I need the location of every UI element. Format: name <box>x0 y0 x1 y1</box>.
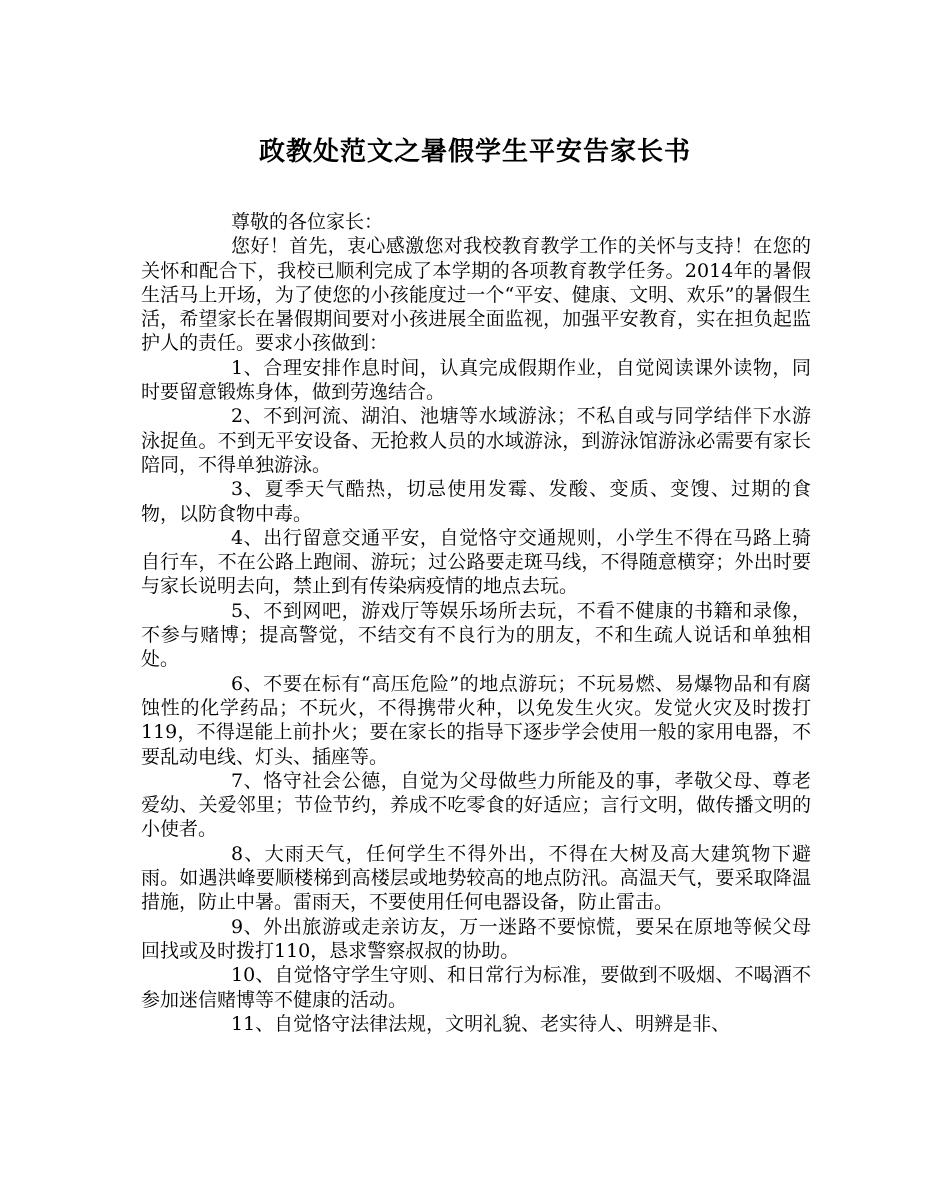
rule-item-6: 6、不要在标有“高压危险”的地点游玩；不玩易燃、易爆物品和有腐蚀性的化学药品；不玩火，不得携带火种，以免发生火灾。发觉火灾及时拨打119，不得逞能上前扑火；要在家长的指导下逐步学会使用一般的家用电器，不要乱动电线、灯头、插座等。 <box>141 672 811 768</box>
rule-item-2: 2、不到河流、湖泊、池塘等水域游泳；不私自或与同学结伴下水游泳捉鱼。不到无平安设备、无抢救人员的水域游泳，到游泳馆游泳必需要有家长陪同，不得单独游泳。 <box>141 405 811 476</box>
document-title: 政教处范文之暑假学生平安告家长书 <box>258 137 691 167</box>
intro-paragraph: 您好！首先，衷心感激您对我校教育教学工作的关怀与支持！在您的关怀和配合下，我校已顺利完成了本学期的各项教育教学任务。2014年的暑假生活马上开场，为了使您的小孩能度过一个“平安、健康、文明、欢乐”的暑假生活，希望家长在暑假期间要对小孩进展全面监视，加强平安教育，实在担负起监护人的责任。要求小孩做到： <box>141 235 811 355</box>
rule-item-9: 9、外出旅游或走亲访友，万一迷路不要惊慌，要呆在原地等候父母回找或及时拨打110，恳求警察叔叔的协助。 <box>141 915 811 962</box>
salutation: 尊敬的各位家长： <box>231 211 384 233</box>
rule-item-10: 10、自觉恪守学生守则、和日常行为标准，要做到不吸烟、不喝酒不参加迷信赌博等不健康的活动。 <box>141 964 811 1011</box>
rule-item-8: 8、大雨天气，任何学生不得外出，不得在大树及高大建筑物下避雨。如遇洪峰要顺楼梯到高楼层或地势较高的地点防汛。高温天气，要采取降温措施，防止中暑。雷雨天，不要使用任何电器设备，防止雷击。 <box>141 842 811 914</box>
rule-item-4: 4、出行留意交通平安，自觉恪守交通规则，小学生不得在马路上骑自行车，不在公路上跑闹、游玩；过公路要走斑马线，不得随意横穿；外出时要与家长说明去向，禁止到有传染病疫情的地点去玩。 <box>141 526 811 598</box>
rule-item-3: 3、夏季天气酷热，切忌使用发霉、发酸、变质、变馊、过期的食物，以防食物中毒。 <box>141 478 811 525</box>
document-body <box>141 210 811 1036</box>
rule-item-1: 1、合理安排作息时间，认真完成假期作业，自觉阅读课外读物，同时要留意锻炼身体，做到劳逸结合。 <box>141 356 811 404</box>
rule-item-7: 7、恪守社会公德，自觉为父母做些力所能及的事，孝敬父母、尊老爱幼、关爱邻里；节俭节约，养成不吃零食的好适应；言行文明，做传播文明的小使者。 <box>141 769 811 841</box>
rule-item-11: 11、自觉恪守法律法规，文明礼貌、老实待人、明辨是非、 <box>231 1012 731 1035</box>
rule-item-5: 5、不到网吧，游戏厅等娱乐场所去玩，不看不健康的书籍和录像，不参与赌博；提高警觉，不结交有不良行为的朋友，不和生疏人说话和单独相处。 <box>141 599 811 671</box>
